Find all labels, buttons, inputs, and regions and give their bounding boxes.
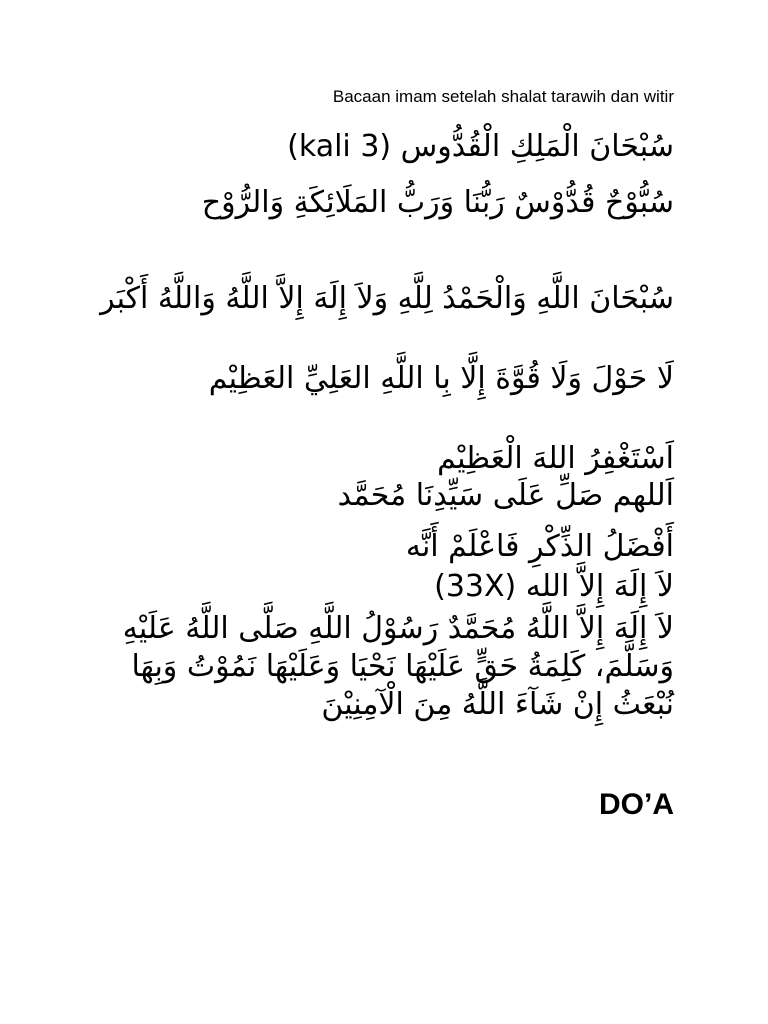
line-afdhaludz-dzikri: أَفْضَلُ الذِّكْرِ فَاعْلَمْ أَنَّه: [405, 529, 674, 564]
document-heading: Bacaan imam setelah shalat tarawih dan witir: [332, 87, 674, 106]
line-la-hawla-wala-quwwata: لَا حَوْلَ وَلَا قُوَّةَ إِلَّا بِا اللَّهِ العَلِيِّ العَظِيْم: [208, 361, 674, 396]
line-subhanal-malikil-quddus: سُبْحَانَ الْمَلِكِ الْقُدُّوس (3 kali): [287, 129, 674, 164]
line-la-ilaha-illallah-33x: لاَ إِلَهَ إِلاَّ الله (33X): [434, 569, 674, 604]
line-subbuhun-quddusun: سُبُّوْحٌ قُدُّوْسٌ رَبُّنَا وَرَبُّ المَلَائِكَةِ وَالرُّوْح: [201, 185, 674, 220]
line-kalimatu-haqqin: لاَ إِلَهَ إِلاَّ اللَّهُ مُحَمَّدٌ رَسُوْلُ اللَّهِ صَلَّى اللَّهُ عَلَيْهِ وَسَلَّمَ، كَلِمَةُ حَقٍّ عَلَيْهَا نَحْيَا وَعَلَيْهَا نَمُوْتُ وَبِهَا نُبْعَثُ إِنْ شَآءَ اللَّهُ مِنَ الْآمِنِيْنَ: [122, 611, 674, 722]
line-astaghfirullah: اَسْتَغْفِرُ اللهَ الْعَظِيْم: [437, 441, 674, 476]
line-allahumma-shalli: اَللهم صَلِّ عَلَى سَيِّدِنَا مُحَمَّد: [337, 478, 674, 513]
doa-heading: DO’A: [599, 788, 674, 821]
line-subhanallah-walhamdulillah: سُبْحَانَ اللَّهِ وَالْحَمْدُ لِلَّهِ وَلاَ إِلَهَ إِلاَّ اللَّهُ وَاللَّهُ أَكْبَر: [100, 281, 674, 316]
